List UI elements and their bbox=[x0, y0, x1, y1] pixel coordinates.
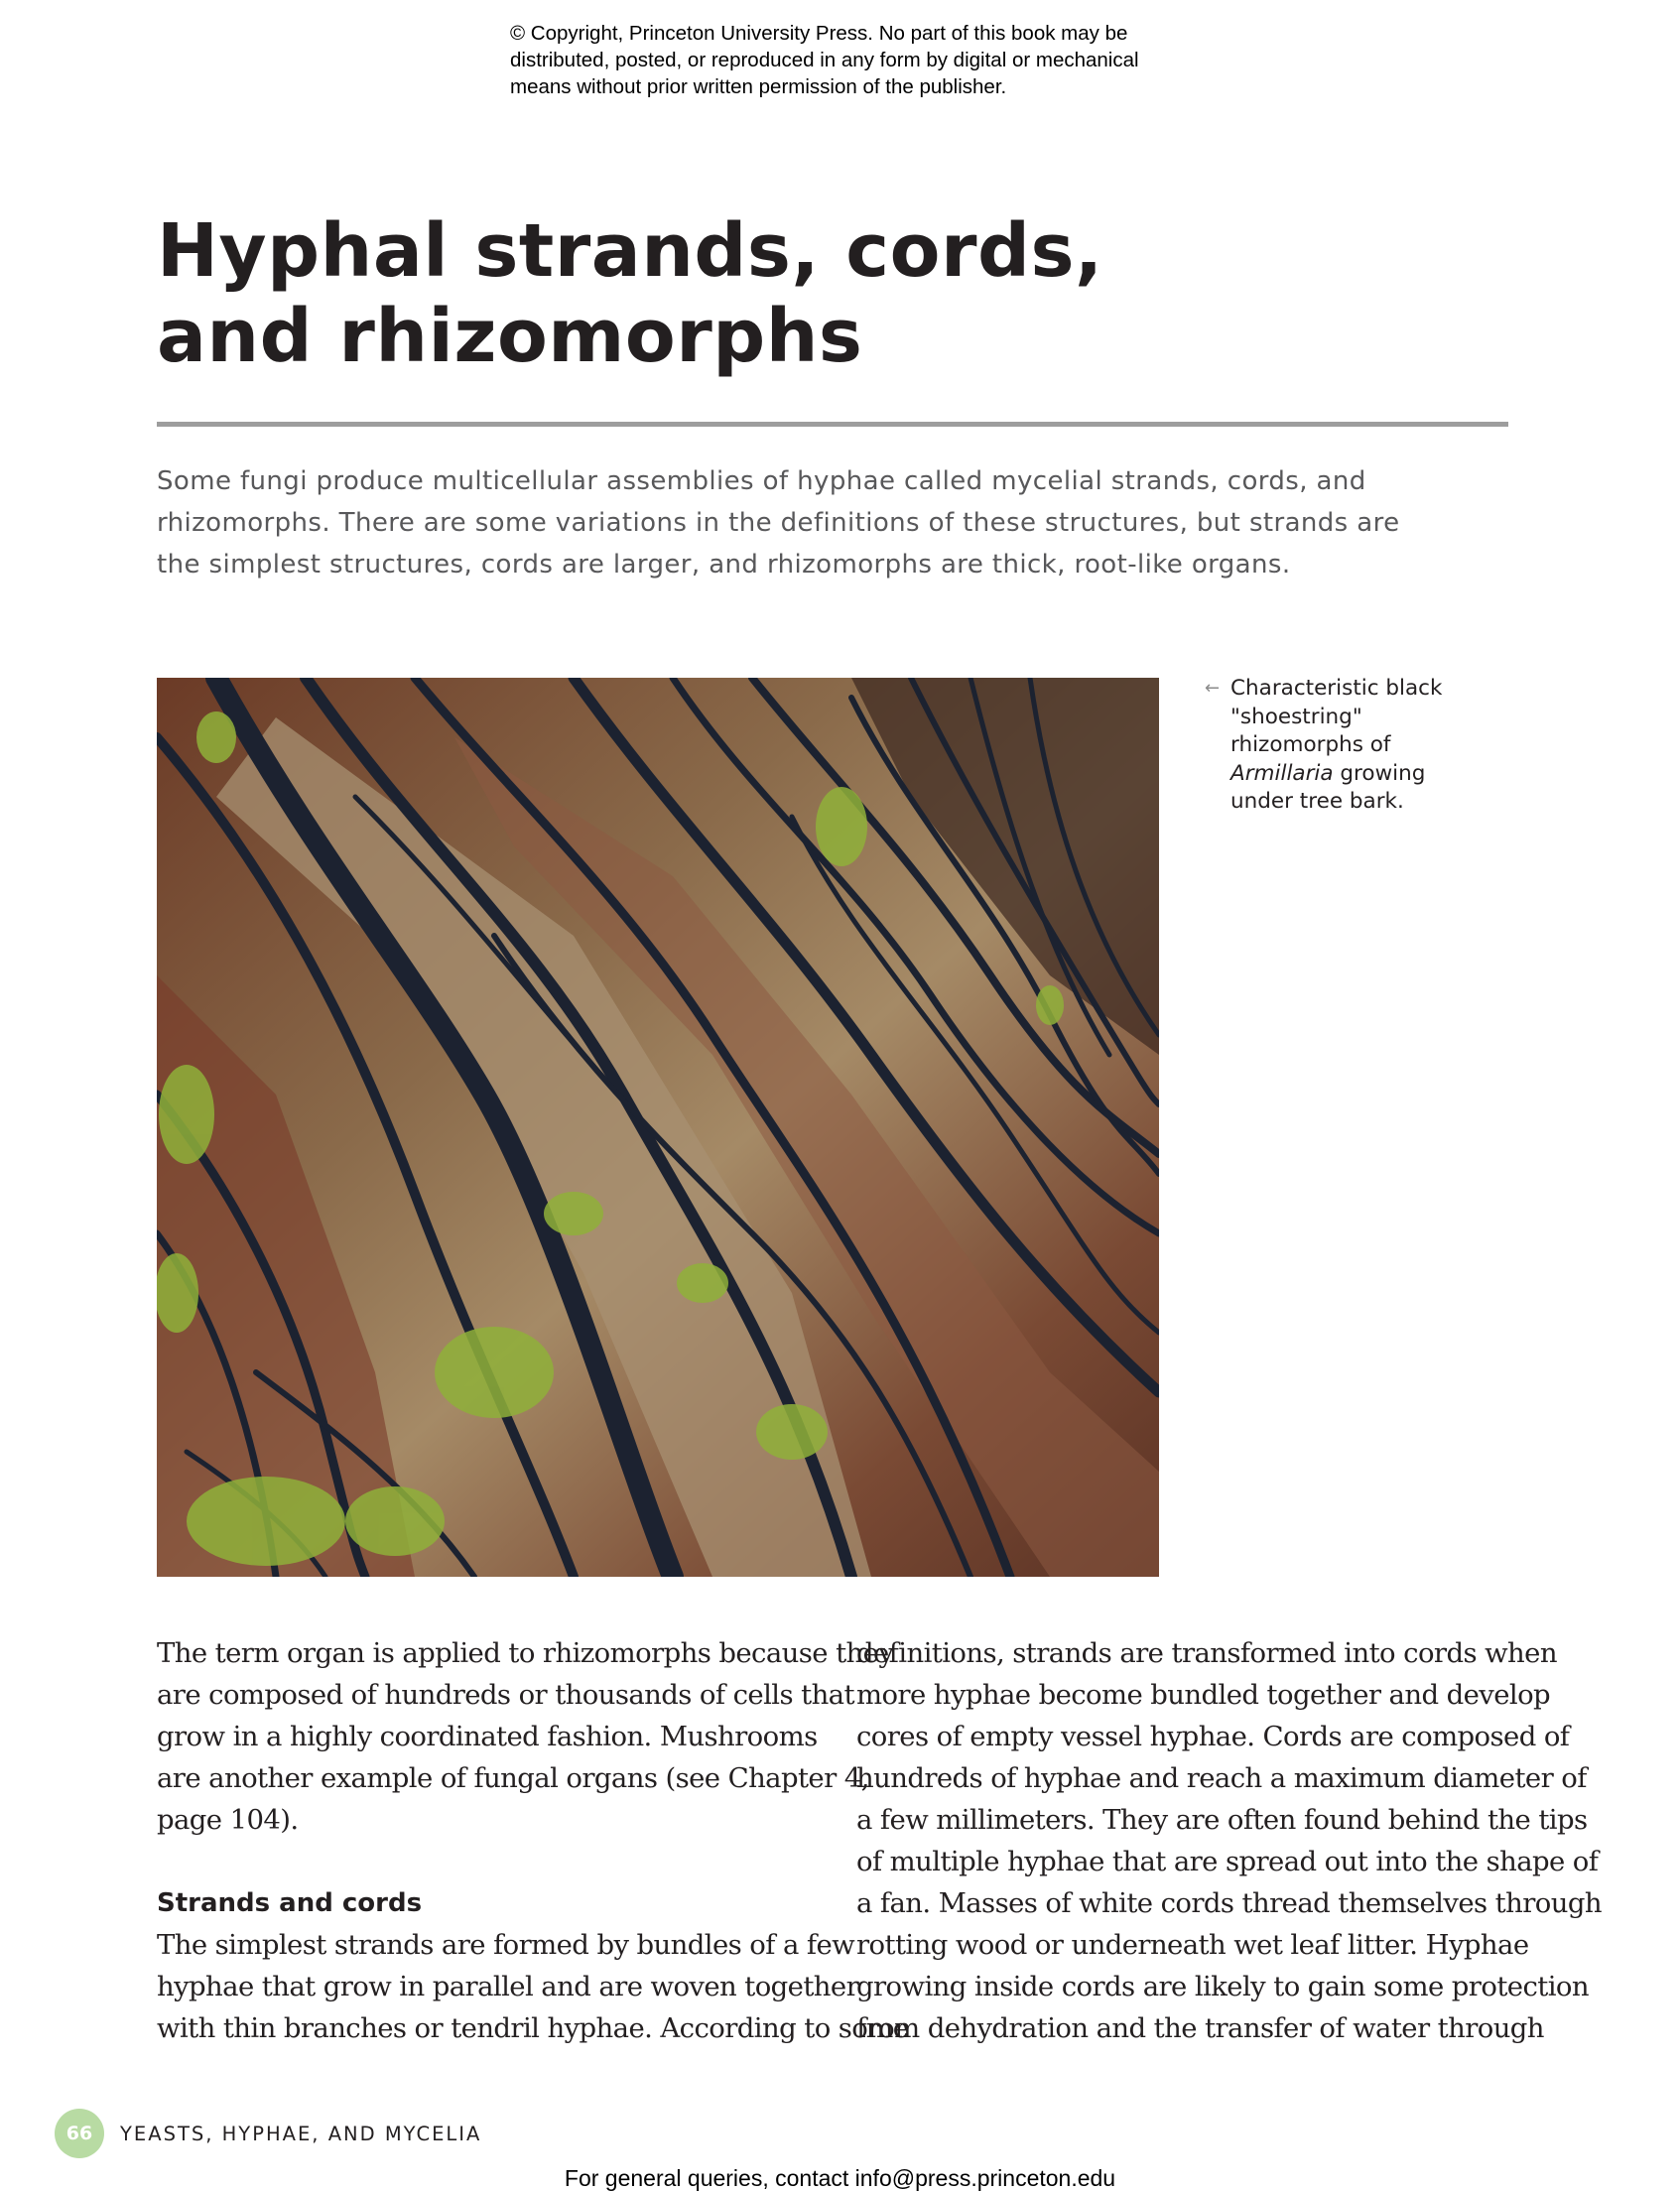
caption-line: Characteristic black bbox=[1230, 676, 1443, 701]
copyright-notice bbox=[510, 20, 1205, 100]
intro-paragraph bbox=[157, 460, 1526, 585]
body-line: are another example of fungal organs (see Chapter 4, bbox=[157, 1762, 869, 1794]
caption-line: rhizomorphs of bbox=[1230, 732, 1391, 757]
copyright-line: © Copyright, Princeton University Press. No part of this book may be bbox=[510, 22, 1128, 45]
body-line: The term organ is applied to rhizomorphs because they bbox=[157, 1637, 894, 1669]
copyright-line: distributed, posted, or reproduced in any form by digital or mechanical bbox=[510, 49, 1139, 71]
body-line: a few millimeters. They are often found behind the tips bbox=[856, 1804, 1588, 1836]
title-line: and rhizomorphs bbox=[157, 294, 863, 379]
section-subheading: Strands and cords bbox=[157, 1888, 423, 1918]
page-footer bbox=[55, 2109, 481, 2158]
intro-line: rhizomorphs. There are some variations in the definitions of these structures, but strands are bbox=[157, 508, 1400, 538]
body-line: with thin branches or tendril hyphae. According to some bbox=[157, 2012, 909, 2044]
rhizomorph-photo-illustration bbox=[157, 678, 1159, 1577]
body-line: growing inside cords are likely to gain some protection bbox=[856, 1971, 1589, 2002]
body-line: cores of empty vessel hyphae. Cords are composed of bbox=[856, 1721, 1570, 1752]
body-line: a fan. Masses of white cords thread themselves through bbox=[856, 1887, 1602, 1919]
caption-line bbox=[1205, 760, 1463, 789]
contact-notice: For general queries, contact info@press.princeton.edu bbox=[564, 2165, 1116, 2191]
body-line: of multiple hyphae that are spread out into the shape of bbox=[856, 1846, 1599, 1877]
copyright-line: means without prior written permission of the publisher. bbox=[510, 75, 1007, 98]
body-column-left bbox=[157, 1632, 909, 2049]
caption-line: under tree bark. bbox=[1230, 789, 1404, 814]
page-title bbox=[157, 208, 1103, 379]
body-line: from dehydration and the transfer of water through bbox=[856, 2012, 1544, 2044]
page-number-badge: 66 bbox=[55, 2109, 104, 2158]
body-line: hundreds of hyphae and reach a maximum diameter of bbox=[856, 1762, 1587, 1794]
body-line: page 104). bbox=[157, 1804, 299, 1836]
body-line: are composed of hundreds or thousands of cells that bbox=[157, 1679, 854, 1711]
intro-line: the simplest structures, cords are larger, and rhizomorphs are thick, root-like organs. bbox=[157, 550, 1291, 580]
body-column-right bbox=[856, 1632, 1602, 2049]
caption-line: "shoestring" bbox=[1230, 704, 1362, 729]
body-line: grow in a highly coordinated fashion. Mushrooms bbox=[157, 1721, 818, 1752]
body-line: The simplest strands are formed by bundles of a few bbox=[157, 1929, 855, 1961]
photo-caption bbox=[1205, 675, 1463, 817]
left-arrow-icon: ← bbox=[1205, 678, 1221, 699]
body-line: hyphae that grow in parallel and are woven together bbox=[157, 1971, 859, 2002]
caption-text: growing bbox=[1333, 760, 1426, 786]
body-line: rotting wood or underneath wet leaf litter. Hyphae bbox=[856, 1929, 1529, 1961]
title-divider bbox=[157, 422, 1508, 427]
body-line: definitions, strands are transformed into cords when bbox=[856, 1637, 1557, 1669]
running-head: YEASTS, HYPHAE, AND MYCELIA bbox=[120, 2122, 482, 2145]
title-line: Hyphal strands, cords, bbox=[157, 208, 1103, 294]
caption-genus: Armillaria bbox=[1230, 760, 1334, 786]
intro-line: Some fungi produce multicellular assemblies of hyphae called mycelial strands, cords, and bbox=[157, 466, 1366, 496]
body-line: more hyphae become bundled together and develop bbox=[856, 1679, 1551, 1711]
rhizomorph-photo bbox=[157, 678, 1159, 1577]
